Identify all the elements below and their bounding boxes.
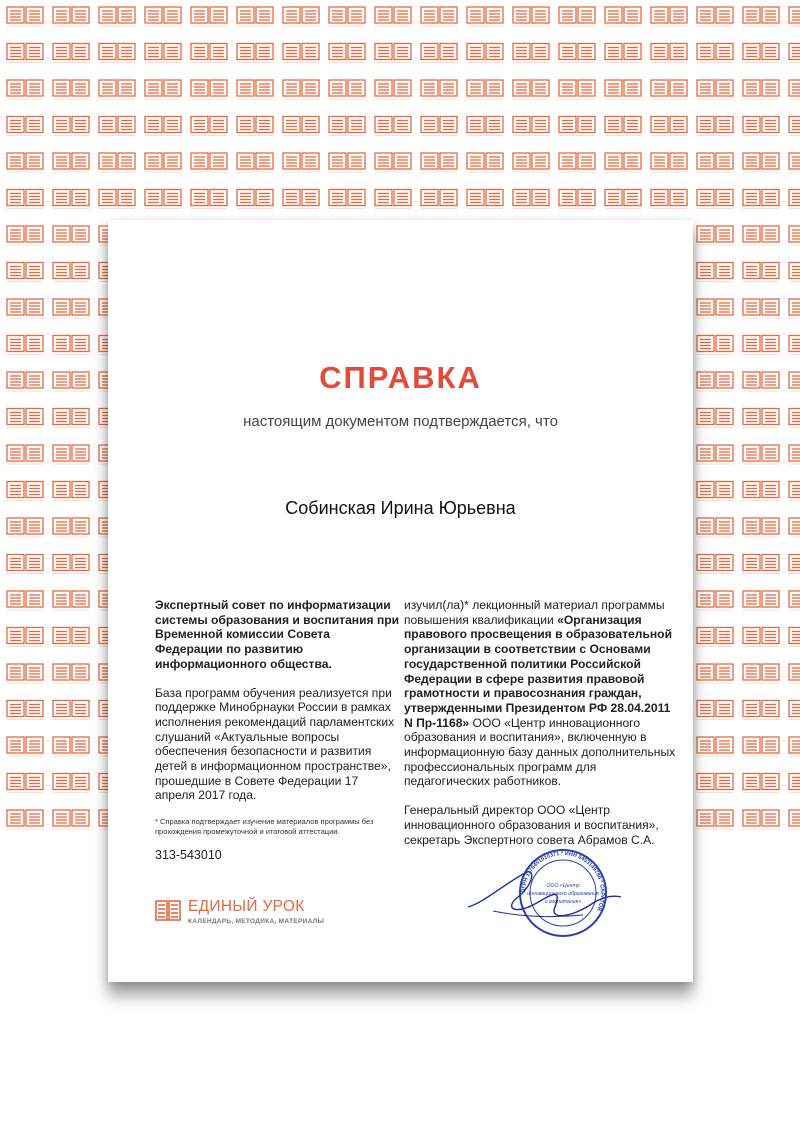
certificate-card: [108, 220, 693, 982]
certificate-title: СПРАВКА: [319, 360, 482, 395]
program-intro: изучил(ла)* лекционный материал программы повышения квалификации: [404, 598, 665, 627]
signatory-text: Генеральный директор ООО «Центр инновационного образования и воспитания», секретарь Экспертного совета Абрамов С.А.: [404, 803, 659, 847]
signature-stamp: [463, 845, 623, 960]
stamp-ring-text: ОГРН 1176451010371 * ИНН 6453149780 * САРАТОВ: [520, 850, 606, 912]
program-description: [404, 598, 679, 789]
footnote-text: * Справка подтверждает изучение материалов программы без прохождения промежуточной и итоговой аттестации.: [155, 817, 374, 837]
right-column: [404, 598, 679, 861]
brand-logo: [155, 898, 355, 928]
registration-number: 313-543010: [155, 848, 222, 862]
svg-text:инновационного образования: инновационного образования: [527, 891, 599, 897]
book-icon: [155, 900, 181, 927]
brand-name: ЕДИНЫЙ УРОК: [188, 898, 305, 915]
svg-text:и воспитания»: и воспитания»: [544, 899, 582, 905]
program-name: «Организация правового просвещения в образовательной организации в соответствии с Основами государственной политики Российской Федерации в сфере развития правовой грамотности и правосознания граждан, утвержденными Президентом РФ 28.04.2011 N Пр-1168»: [404, 612, 673, 730]
stamp-icon: [520, 850, 606, 936]
program-base-text: База программ обучения реализуется при поддержке Минобрнауки России в рамках исполнения рекомендаций парламентских слушаний «Актуальные вопросы обеспечения безопасности и развития детей в информационном пространстве», прошедшие в Совете Федерации 17 апреля 2017 года.: [155, 685, 395, 803]
recipient-name: Собинская Ирина Юрьевна: [285, 498, 516, 518]
certificate-subtitle: настоящим документом подтверждается, что: [243, 413, 558, 430]
svg-text:ООО «Центр: ООО «Центр: [546, 883, 580, 889]
left-column: [155, 598, 400, 837]
expert-council-text: Экспертный совет по информатизации системы образования и воспитания при Временной комиссии Совета Федерации по развитию информационного общества.: [155, 598, 400, 671]
program-tail: ООО «Центр инновационного образования и воспитания», включенную в информационную базу данных дополнительных профессиональных программ для педагогических работников.: [404, 715, 676, 789]
brand-tagline: КАЛЕНДАРЬ, МЕТОДИКА, МАТЕРИАЛЫ: [188, 918, 325, 925]
